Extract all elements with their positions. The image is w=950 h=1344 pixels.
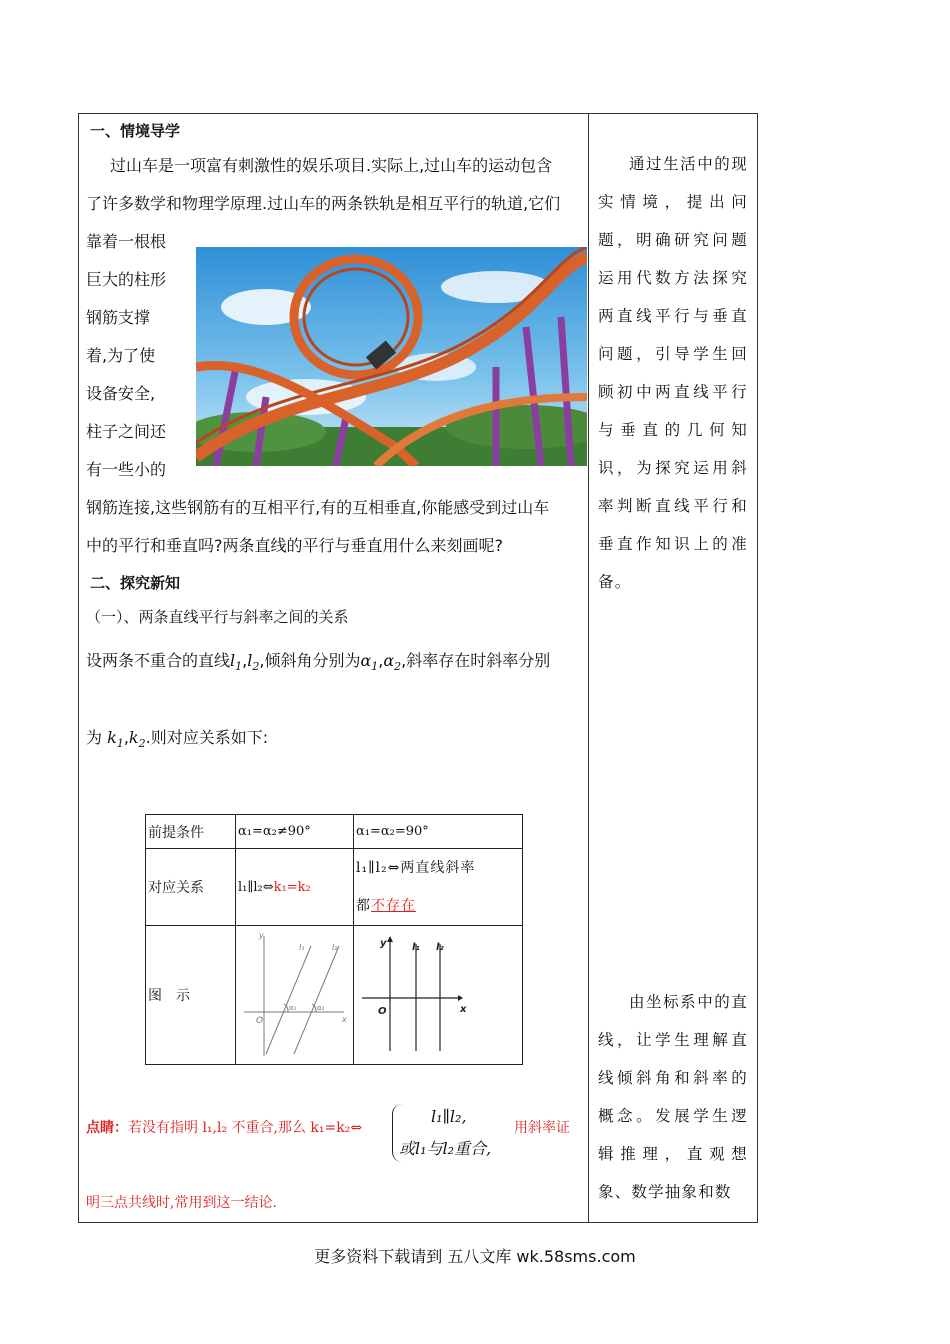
cell-relation-case1 bbox=[236, 849, 354, 926]
parallel-relation-table bbox=[145, 814, 523, 1065]
relation-case1-black: l₁∥l₂⇔ bbox=[238, 879, 274, 895]
key-note-tail: 用斜率证 bbox=[514, 1120, 570, 1136]
fig2-l2-label: l₂ bbox=[436, 942, 444, 953]
relation-case2-line2a: 都 bbox=[356, 898, 371, 914]
relation-case2-line1: l₁∥l₂⇔两直线斜率 bbox=[356, 860, 476, 876]
case-parallel: l₁∥l₂, bbox=[431, 1107, 467, 1126]
k-symbol-2: k bbox=[128, 728, 139, 747]
wrap-line-3: 钢筋支撑 bbox=[86, 308, 151, 327]
footer-download-link[interactable]: 更多资料下载请到 五八文库 wk.58sms.com bbox=[314, 1247, 636, 1266]
cell-figure-case2 bbox=[354, 926, 523, 1065]
statement-line1-b: ,倾斜角分别为 bbox=[259, 651, 361, 670]
section1-para-line1: 过山车是一项富有刺激性的娱乐项目.实际上,过山车的运动包含 bbox=[110, 156, 553, 175]
section1-para-line2: 了许多数学和物理学原理.过山车的两条铁轨是相互平行的轨道,它们 bbox=[86, 194, 561, 213]
cell-figure-label: 图 示 bbox=[146, 926, 236, 1065]
wrap-line-5: 设备安全, bbox=[86, 384, 156, 403]
fig2-l1-label: l₁ bbox=[412, 942, 420, 953]
fig2-origin-label: O bbox=[378, 1006, 387, 1017]
section1-heading: 一、情境导学 bbox=[90, 122, 181, 140]
statement-line1-a: 设两条不重合的直线 bbox=[86, 651, 231, 670]
fig1-y-label: y bbox=[259, 931, 264, 940]
section2-subheading: （一）、两条直线平行与斜率之间的关系 bbox=[86, 608, 349, 626]
cell-premise-case1: α₁=α₂≠90° bbox=[236, 815, 354, 849]
alpha-symbol-2: α bbox=[383, 651, 395, 670]
alpha-symbol: α bbox=[360, 651, 372, 670]
statement-line1-c: ,斜率存在时斜率分别 bbox=[401, 651, 551, 670]
statement-line2: 为 $k_1,k_2$.则对应关系如下: bbox=[86, 728, 269, 751]
statement-line2-b: .则对应关系如下: bbox=[145, 728, 269, 747]
roller-coaster-photo bbox=[196, 247, 587, 466]
wrap-line-1: 靠着一根根 bbox=[86, 232, 167, 251]
fig1-l1-label: l₁ bbox=[299, 943, 305, 952]
cell-relation-case2 bbox=[354, 849, 523, 926]
sidebar-note-2: 由坐标系中的直线，让学生理解直线倾斜角和斜率的概念。发展学生逻辑推理，直观想象、数学抽象和数 bbox=[598, 993, 748, 1201]
figure-oblique-parallel bbox=[236, 926, 353, 1060]
cell-relation-label: 对应关系 bbox=[146, 849, 236, 926]
wrap-line-7: 有一些小的 bbox=[86, 460, 167, 479]
case-coincide: 或l₁与l₂重合, bbox=[399, 1139, 492, 1158]
fig1-a2-label: α₂ bbox=[317, 1004, 325, 1012]
figure-vertical-parallel bbox=[354, 926, 522, 1060]
section1-para-line3: 钢筋连接,这些钢筋有的互相平行,有的互相垂直,你能感受到过山车 bbox=[86, 498, 550, 517]
line-l-symbol-2: l bbox=[247, 651, 253, 670]
key-note-text: 若没有指明 l₁,l₂ 不重合,那么 k₁=k₂⇔ bbox=[128, 1120, 363, 1136]
fig1-origin-label: O bbox=[256, 1016, 264, 1026]
wrap-line-4: 着,为了使 bbox=[86, 346, 156, 365]
line-l-symbol: l bbox=[230, 651, 236, 670]
wrap-line-6: 柱子之间还 bbox=[86, 422, 167, 441]
case-brace bbox=[392, 1104, 493, 1162]
fig1-x-label: x bbox=[342, 1015, 347, 1024]
relation-case1-red: k₁=k₂ bbox=[273, 879, 311, 895]
section1-para-line4: 中的平行和垂直吗?两条直线的平行与垂直用什么来刻画呢? bbox=[86, 536, 503, 555]
statement-line2-a: 为 bbox=[86, 728, 103, 747]
cell-figure-case1 bbox=[236, 926, 354, 1065]
section2-heading: 二、探究新知 bbox=[90, 574, 181, 592]
cell-premise-label: 前提条件 bbox=[146, 815, 236, 849]
fig2-x-label: x bbox=[460, 1004, 467, 1015]
key-note-label: 点睛： bbox=[86, 1120, 128, 1136]
cell-premise-case2: α₁=α₂=90° bbox=[354, 815, 523, 849]
fig1-a1-label: α₁ bbox=[289, 1004, 297, 1012]
fig2-y-label: y bbox=[380, 938, 387, 949]
column-divider bbox=[588, 113, 589, 1223]
statement-line1: 设两条不重合的直线$l_1,l_2$,倾斜角分别为$\alpha_1,\alpha_2$,斜率存在时斜率分别 bbox=[86, 651, 551, 674]
key-note-line1 bbox=[86, 1117, 362, 1137]
key-note-line2: 明三点共线时,常用到这一结论. bbox=[86, 1195, 277, 1211]
sidebar-note-1: 通过生活中的现实情境，提出问题，明确研究问题运用代数方法探究两直线平行与垂直问题，引导学生回顾初中两直线平行与垂直的几何知识，为探究运用斜率判断直线平行和垂直作知识上的准备。 bbox=[598, 155, 748, 591]
fig1-l2-label: l₂ bbox=[332, 943, 338, 952]
k-symbol: k bbox=[107, 728, 117, 747]
relation-case2-line2-red: 不存在 bbox=[371, 898, 416, 914]
wrap-line-2: 巨大的柱形 bbox=[86, 270, 167, 289]
